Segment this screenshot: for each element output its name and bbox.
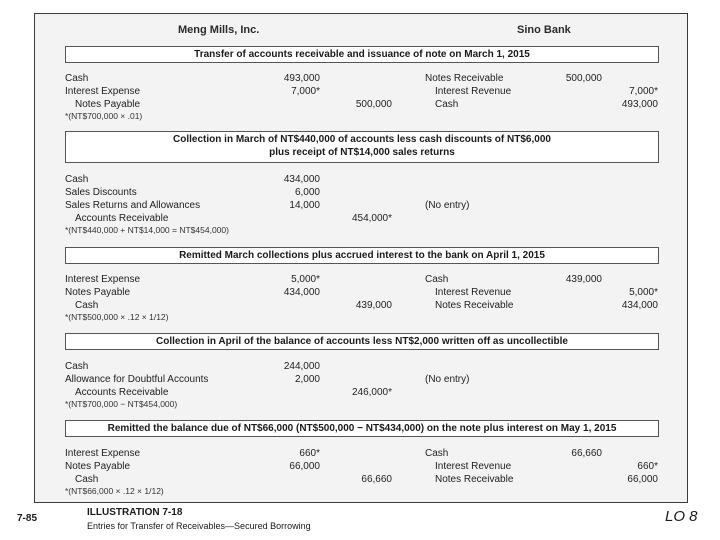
- debtor-account: Cash: [75, 474, 99, 485]
- bank-account: Interest Revenue: [435, 287, 512, 298]
- debtor-account: Notes Payable: [65, 461, 131, 472]
- debtor-account: Cash: [75, 300, 99, 311]
- bank-account: Cash: [435, 99, 459, 110]
- section-title-band: [65, 131, 659, 163]
- calculation-note: *(NT$700,000 × .01): [65, 111, 143, 121]
- debtor-debit: 244,000: [283, 361, 320, 372]
- bank-account: (No entry): [425, 374, 470, 385]
- debtor-account: Cash: [65, 174, 89, 185]
- debtor-credit: 66,660: [361, 474, 392, 485]
- debtor-account: Interest Expense: [65, 86, 141, 97]
- calculation-note: *(NT$700,000 − NT$454,000): [65, 399, 178, 409]
- section-title-band: [65, 46, 659, 63]
- bank-account: (No entry): [425, 200, 470, 211]
- company-header: Meng Mills, Inc.: [178, 24, 260, 36]
- debtor-debit: 493,000: [283, 73, 320, 84]
- debtor-debit: 660*: [299, 448, 320, 459]
- section-title-line: Collection in April of the balance of accounts less NT$2,000 written off as uncollectible: [156, 336, 568, 347]
- section-title-line: Remitted March collections plus accrued interest to the bank on April 1, 2015: [179, 250, 545, 261]
- learning-objective: LO 8: [665, 508, 698, 525]
- section-title-line: Transfer of accounts receivable and issuance of note on March 1, 2015: [194, 49, 530, 60]
- section-title-line: Collection in March of NT$440,000 of accounts less cash discounts of NT$6,000: [173, 134, 551, 145]
- debtor-debit: 5,000*: [291, 274, 320, 285]
- section-title-line: plus receipt of NT$14,000 sales returns: [269, 147, 455, 158]
- section-title-band: [65, 420, 659, 437]
- debtor-account: Allowance for Doubtful Accounts: [65, 374, 209, 385]
- page-number: 7-85: [17, 513, 38, 524]
- debtor-debit: 434,000: [283, 287, 320, 298]
- calculation-note: *(NT$66,000 × .12 × 1/12): [65, 486, 164, 496]
- bank-account: Cash: [425, 448, 449, 459]
- illustration-caption: Entries for Transfer of Receivables—Secured Borrowing: [87, 521, 311, 531]
- bank-account: Notes Receivable: [435, 300, 514, 311]
- bank-account: Notes Receivable: [425, 73, 504, 84]
- bank-debit: 66,660: [571, 448, 602, 459]
- debtor-debit: 6,000: [294, 187, 320, 198]
- calculation-note: *(NT$440,000 + NT$14,000 = NT$454,000): [65, 225, 229, 235]
- bank-credit: 434,000: [621, 300, 658, 311]
- illustration-title: ILLUSTRATION 7-18: [87, 507, 183, 518]
- bank-debit: 439,000: [565, 274, 602, 285]
- debtor-debit: 66,000: [289, 461, 320, 472]
- section-title-line: Remitted the balance due of NT$66,000 (NT$500,000 − NT$434,000) on the note plus interest on May 1, 2015: [107, 423, 617, 434]
- debtor-debit: 434,000: [283, 174, 320, 185]
- debtor-account: Accounts Receivable: [75, 213, 169, 224]
- bank-credit: 660*: [637, 461, 658, 472]
- debtor-account: Interest Expense: [65, 274, 141, 285]
- debtor-debit: 7,000*: [291, 86, 320, 97]
- bank-account: Interest Revenue: [435, 461, 512, 472]
- bank-account: Notes Receivable: [435, 474, 514, 485]
- bank-header: Sino Bank: [517, 24, 571, 36]
- debtor-account: Sales Returns and Allowances: [65, 200, 201, 211]
- debtor-credit: 500,000: [355, 99, 392, 110]
- bank-credit: 66,000: [627, 474, 658, 485]
- section-title-band: [65, 333, 659, 350]
- bank-account: Interest Revenue: [435, 86, 512, 97]
- debtor-account: Sales Discounts: [65, 187, 137, 198]
- debtor-account: Notes Payable: [65, 287, 131, 298]
- bank-credit: 5,000*: [629, 287, 658, 298]
- bank-account: Cash: [425, 274, 449, 285]
- debtor-credit: 246,000*: [351, 387, 392, 398]
- illustration-frame: [34, 13, 688, 503]
- debtor-account: Cash: [65, 73, 89, 84]
- debtor-debit: 14,000: [289, 200, 320, 211]
- journal-sections: [35, 14, 689, 504]
- bank-debit: 500,000: [565, 73, 602, 84]
- debtor-credit: 439,000: [355, 300, 392, 311]
- debtor-credit: 454,000*: [351, 213, 392, 224]
- calculation-note: *(NT$500,000 × .12 × 1/12): [65, 312, 169, 322]
- debtor-account: Notes Payable: [75, 99, 141, 110]
- debtor-account: Accounts Receivable: [75, 387, 169, 398]
- debtor-account: Cash: [65, 361, 89, 372]
- bank-credit: 7,000*: [629, 86, 658, 97]
- bank-credit: 493,000: [621, 99, 658, 110]
- debtor-debit: 2,000: [294, 374, 320, 385]
- debtor-account: Interest Expense: [65, 448, 141, 459]
- section-title-band: [65, 247, 659, 264]
